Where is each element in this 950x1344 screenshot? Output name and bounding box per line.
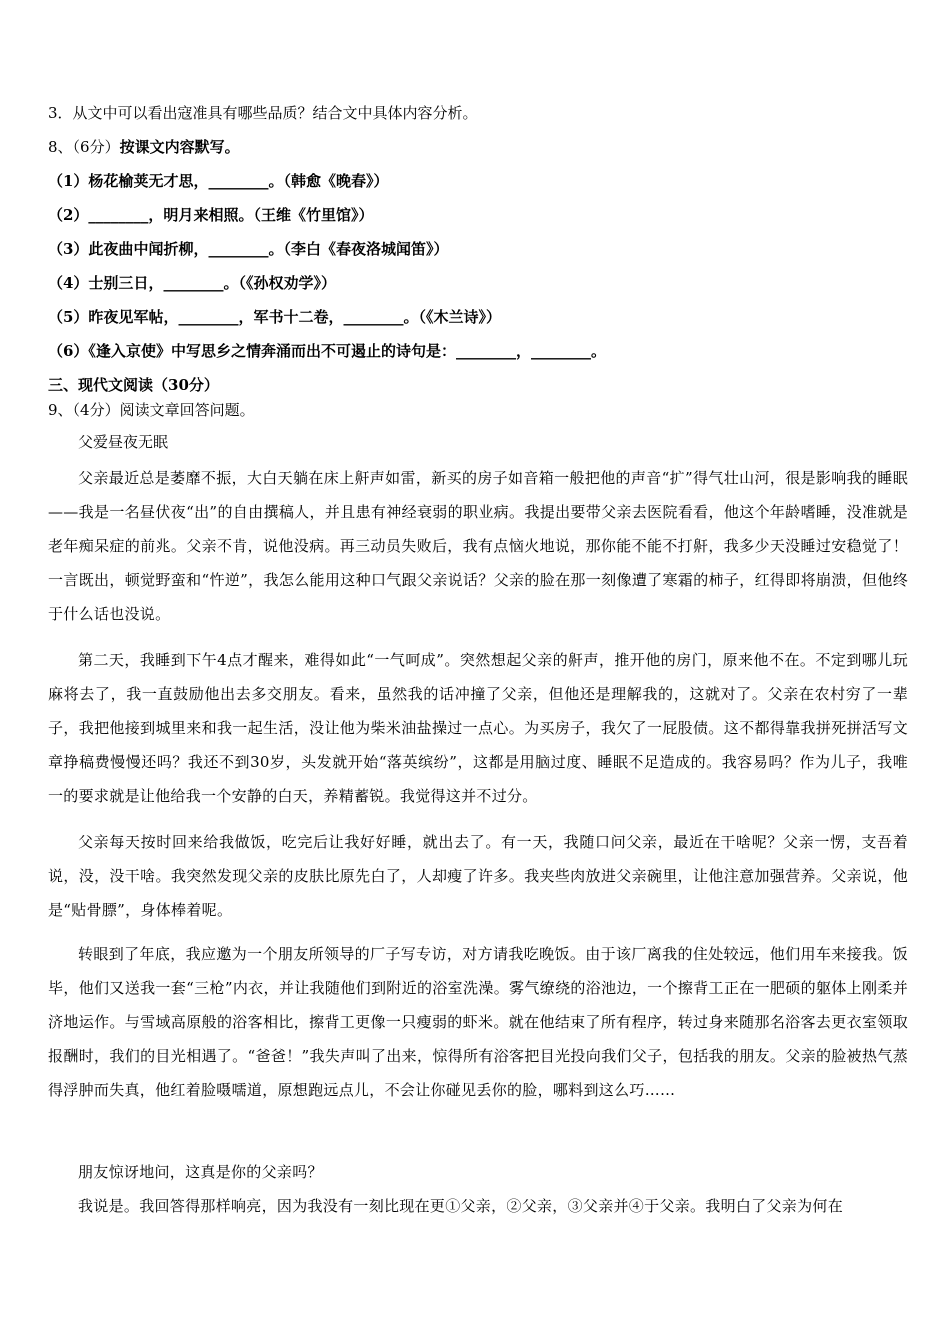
dictation-item-4: （4）士别三日，________。（《孙权劝学》） [48, 274, 336, 292]
question-8-header [48, 137, 240, 157]
dictation-item-6: （6）《逢入京使》中写思乡之情奔涌而出不可遏止的诗句是：________，________。 [48, 342, 606, 360]
article-paragraph-5: 朋友惊讶地问，这真是你的父亲吗？ [78, 1163, 323, 1181]
question-8-instruction: 按课文内容默写。 [119, 138, 240, 156]
dictation-item-2: （2）________，明月来相照。（王维《竹里馆》） [48, 206, 374, 224]
article-paragraph-3: 父亲每天按时回来给我做饭，吃完后让我好好睡，就出去了。有一天，我随口问父亲，最近在干啥呢？父亲一愣，支吾着说，没，没干啥。我突然发现父亲的皮肤比原先白了，人却瘦了许多。我夹些肉放进父亲碗里，让他注意加强营养。父亲说，他是“贴骨膘”，身体棒着呢。 [48, 833, 908, 919]
article-paragraph-2: 第二天，我睡到下午4点才醒来，难得如此“一气呵成”。突然想起父亲的鼾声，推开他的房门，原来他不在。不定到哪儿玩麻将去了，我一直鼓励他出去多交朋友。看来，虽然我的话冲撞了父亲，但他还是理解我的，这就对了。父亲在农村穷了一辈子，我把他接到城里来和我一起生活，没让他为柴米油盐操过一点心。为买房子，我欠了一屁股债。这不都得靠我拼死拼活写文章挣稿费慢慢还吗？我还不到30岁，头发就开始“落英缤纷”，这都是用脑过度、睡眠不足造成的。我容易吗？作为儿子，我唯一的要求就是让他给我一个安静的白天，养精蓄锐。我觉得这并不过分。 [48, 651, 908, 805]
article-paragraph-1: 父亲最近总是萎靡不振，大白天躺在床上鼾声如雷，新买的房子如音箱一般把他的声音“扩”得气壮山河，很是影响我的睡眠——我是一名昼伏夜“出”的自由撰稿人，并且患有神经衰弱的职业病。我提出要带父亲去医院看看，他这个年龄嗜睡，没准就是老年痴呆症的前兆。父亲不肯，说他没病。再三动员失败后，我有点恼火地说，那你能不能不打鼾，我多少天没睡过安稳觉了！一言既出，顿觉野蛮和“忤逆”，我怎么能用这种口气跟父亲说话？父亲的脸在那一刻像遭了寒霜的柿子，红得即将崩溃，但他终于什么话也没说。 [48, 469, 908, 623]
article-paragraph-6: 我说是。我回答得那样响亮，因为我没有一刻比现在更①父亲，②父亲，③父亲并④于父亲。我明白了父亲为何在 [78, 1197, 844, 1215]
question-9: 9、（4分）阅读文章回答问题。 [48, 401, 255, 419]
article-paragraph-4: 转眼到了年底，我应邀为一个朋友所领导的厂子写专访，对方请我吃晚饭。由于该厂离我的住处较远，他们用车来接我。饭毕，他们又送我一套“三枪”内衣，并让我随他们到附近的浴室洗澡。雾气缭绕的浴池边，一个擦背工正在一肥硕的躯体上刚柔并济地运作。与雪域高原般的浴客相比，擦背工更像一只瘦弱的虾米。就在他结束了所有程序，转过身来随那名浴客去更衣室领取报酬时，我们的目光相遇了。“爸爸！”我失声叫了出来，惊得所有浴客把目光投向我们父子，包括我的朋友。父亲的脸被热气蒸得浮肿而失真，他红着脸嗫嚅道，原想跑远点儿，不会让你碰见丢你的脸，哪料到这么巧…… [48, 945, 908, 1099]
dictation-item-5: （5）昨夜见军帖，________，军书十二卷，________。（《木兰诗》） [48, 308, 501, 326]
section-3-heading: 三、现代文阅读（30分） [48, 376, 219, 394]
dictation-item-3: （3）此夜曲中闻折柳，________。（李白《春夜洛城闻笛》） [48, 240, 449, 258]
article-title: 父爱昼夜无眠 [78, 433, 169, 451]
question-8-number: 8、（6分） [48, 138, 120, 156]
dictation-item-1: （1）杨花榆荚无才思，________。（韩愈《晚春》） [48, 172, 389, 190]
question-3: 3．从文中可以看出寇准具有哪些品质？结合文中具体内容分析。 [48, 104, 478, 122]
